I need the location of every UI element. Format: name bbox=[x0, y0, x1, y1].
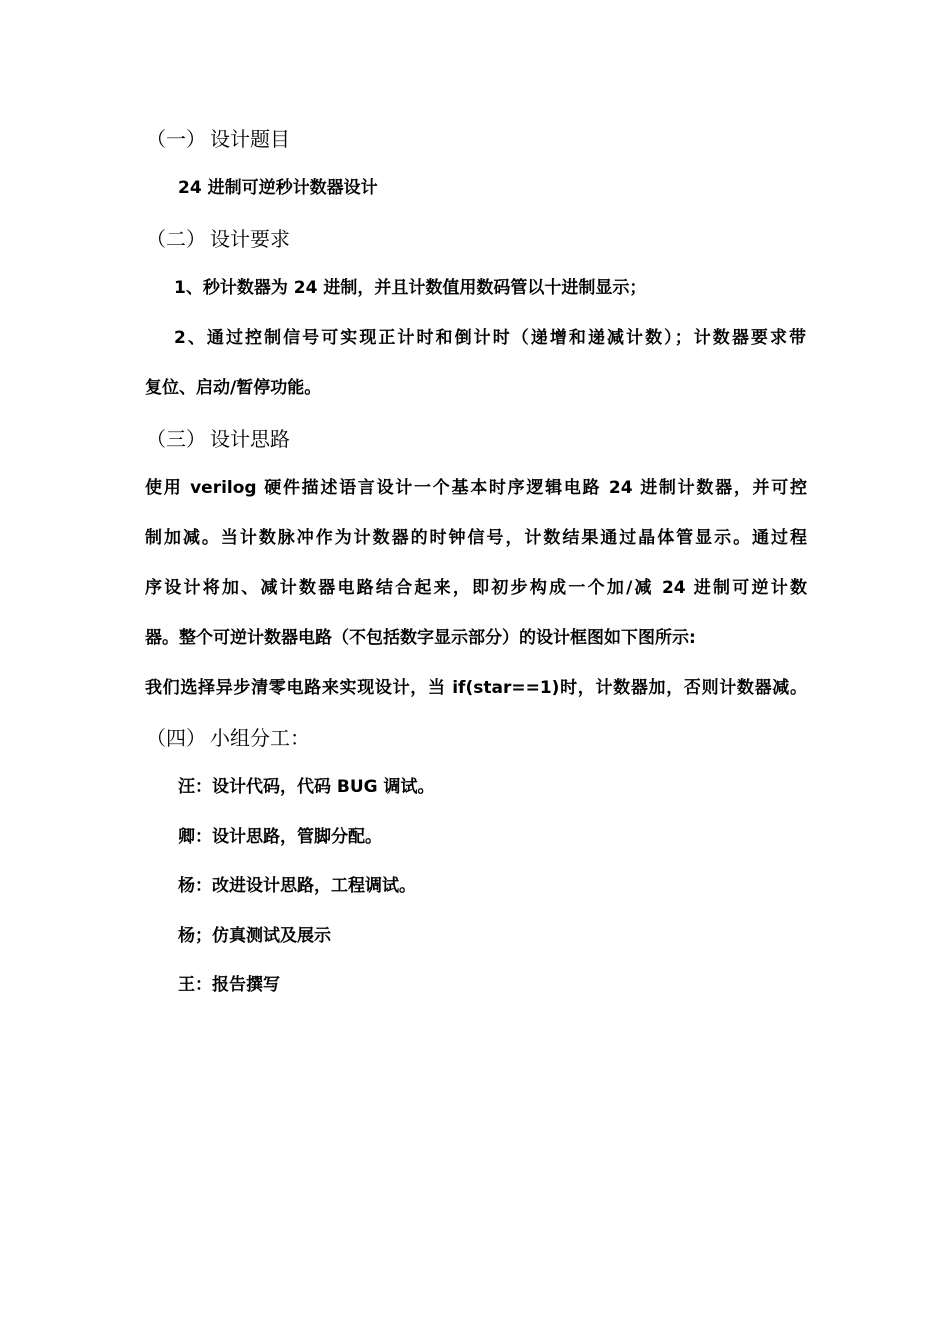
requirement-2-line-1: 2、通过控制信号可实现正计时和倒计时（递增和递减计数）；计数器要求带 bbox=[174, 328, 806, 348]
section-title: 小组分工： bbox=[210, 726, 310, 750]
design-idea-line-2: 制加减。当计数脉冲作为计数器的时钟信号，计数结果通过晶体管显示。通过程 bbox=[145, 528, 807, 548]
section-heading-1 bbox=[146, 129, 290, 149]
section-heading-3 bbox=[146, 429, 290, 449]
section-title: 设计思路 bbox=[210, 427, 290, 451]
design-idea-line-1: 使用 verilog 硬件描述语言设计一个基本时序逻辑电路 24 进制计数器，并可控 bbox=[145, 478, 807, 498]
section-title: 设计要求 bbox=[210, 227, 290, 251]
section-number: （二） bbox=[146, 227, 206, 251]
requirement-1: 1、秒计数器为 24 进制，并且计数值用数码管以十进制显示； bbox=[174, 278, 647, 298]
section-number: （一） bbox=[146, 127, 206, 151]
design-idea-line-4: 器。整个可逆计数器电路（不包括数字显示部分）的设计框图如下图所示: bbox=[145, 628, 696, 648]
section-heading-2 bbox=[146, 229, 290, 249]
team-member-2: 卿：设计思路，管脚分配。 bbox=[178, 827, 382, 847]
team-member-3: 杨：改进设计思路，工程调试。 bbox=[178, 876, 416, 896]
section-title: 设计题目 bbox=[210, 127, 290, 151]
section-number: （四） bbox=[146, 726, 206, 750]
requirement-2-line-2: 复位、启动/暂停功能。 bbox=[145, 378, 322, 398]
team-member-1: 汪：设计代码，代码 BUG 调试。 bbox=[178, 777, 435, 797]
design-idea-line-3: 序设计将加、减计数器电路结合起来，即初步构成一个加/减 24 进制可逆计数 bbox=[145, 578, 807, 598]
team-member-4: 杨；仿真测试及展示 bbox=[178, 926, 331, 946]
section-number: （三） bbox=[146, 427, 206, 451]
section-heading-4 bbox=[146, 728, 310, 748]
team-member-5: 王：报告撰写 bbox=[178, 975, 280, 995]
design-topic-text: 24 进制可逆秒计数器设计 bbox=[178, 178, 378, 198]
design-idea-line-5: 我们选择异步清零电路来实现设计，当 if(star==1)时，计数器加，否则计数器减。 bbox=[145, 678, 807, 698]
